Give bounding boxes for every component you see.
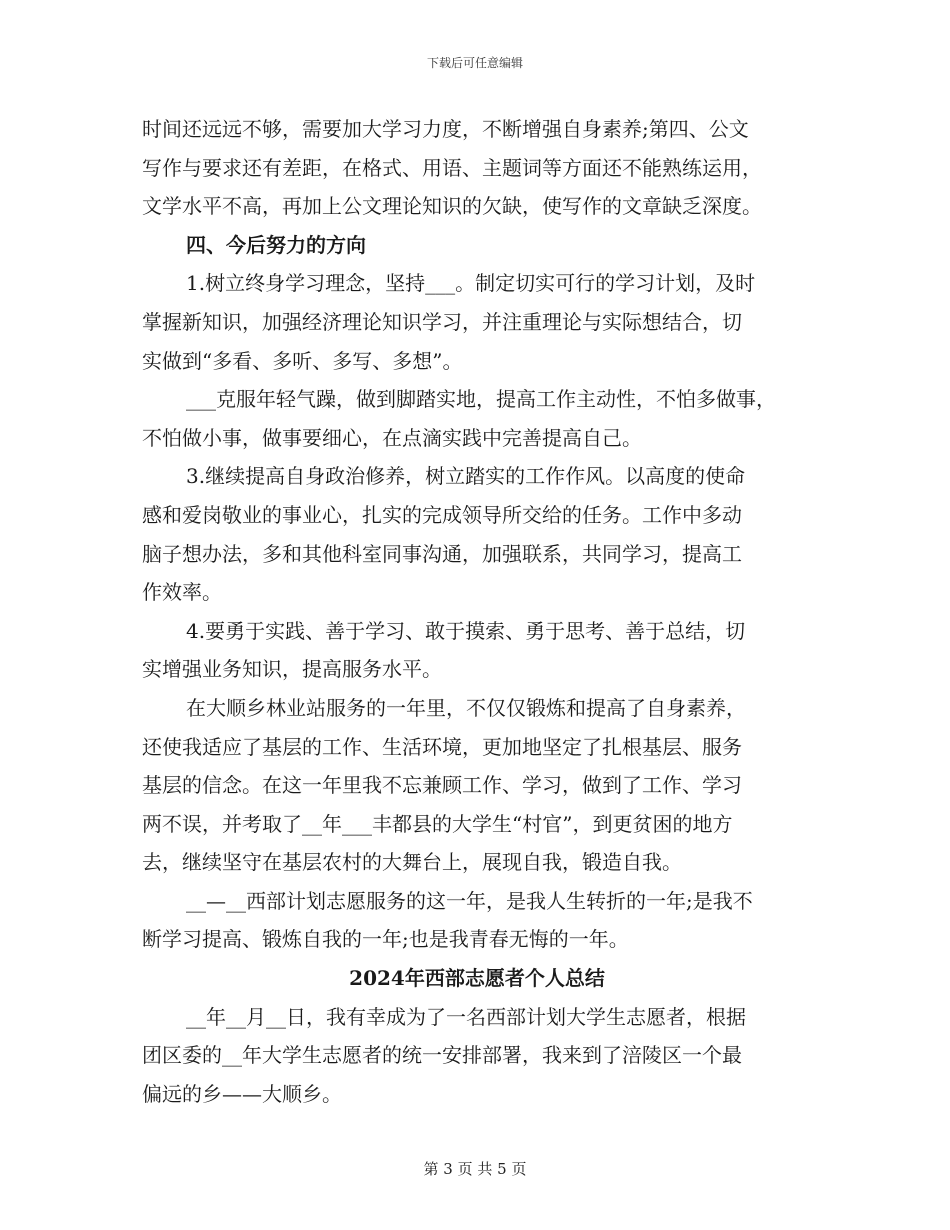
text-line: 基层的信念。在这一年里我不忘兼顾工作、学习，做到了工作、学习 [142,773,742,798]
text-line: 实增强业务知识，提高服务水平。 [142,657,442,682]
text-line: 两不误，并考取了__年___丰都县的大学生“村官”，到更贫困的地方 [142,811,733,836]
text-line: 文学水平不高，再加上公文理论知识的欠缺，使写作的文章缺乏深度。 [142,194,762,219]
text-line: 掌握新知识，加强经济理论知识学习，并注重理论与实际想结合，切 [142,309,742,334]
section-heading: 四、今后努力的方向 [186,232,366,257]
text-line: 断学习提高、锻炼自我的一年;也是我青春无悔的一年。 [142,927,629,952]
text-line: __—__西部计划志愿服务的这一年，是我人生转折的一年;是我不 [186,888,753,913]
text-line: 1.树立终身学习理念，坚持___。制定切实可行的学习计划，及时 [186,271,756,296]
page-footer: 第 3 页 共 5 页 [423,1160,527,1178]
text-line: 团区委的__年大学生志愿者的统一安排部署，我来到了涪陵区一个最 [142,1043,742,1068]
text-line: 去，继续坚守在基层农村的大舞台上，展现自我，锻造自我。 [142,850,682,875]
document-title: 2024年西部志愿者个人总结 [349,966,605,991]
text-line: 时间还远远不够，需要加大学习力度，不断增强自身素养;第四、公文 [142,117,749,141]
text-line: 4.要勇于实践、善于学习、敢于摸索、勇于思考、善于总结，切 [186,618,746,643]
text-line: 作效率。 [142,580,222,605]
text-line: 感和爱岗敬业的事业心，扎实的完成领导所交给的任务。工作中多动 [142,502,742,527]
text-line: 脑子想办法，多和其他科室同事沟通，加强联系，共同学习，提高工 [142,541,742,566]
text-line: 写作与要求还有差距，在格式、用语、主题词等方面还不能熟练运用， [142,155,762,180]
text-line: 还使我适应了基层的工作、生活环境，更加地坚定了扎根基层、服务 [142,734,742,759]
text-line: 3.继续提高自身政治修养，树立踏实的工作作风。以高度的使命 [186,464,746,489]
page-header: 下载后可任意编辑 [426,56,523,70]
text-line: 偏远的乡——大顺乡。 [142,1081,342,1106]
text-line: ___克服年轻气躁，做到脚踏实地，提高工作主动性，不怕多做事， [186,387,776,412]
document-body [142,110,812,1113]
text-line: __年__月__日，我有幸成为了一名西部计划大学生志愿者，根据 [186,1004,746,1029]
text-line: 实做到“多看、多听、多写、多想”。 [142,348,463,373]
text-line: 在大顺乡林业站服务的一年里，不仅仅锻炼和提高了自身素养， [186,695,746,720]
text-line: 不怕做小事，做事要细心，在点滴实践中完善提高自己。 [142,425,642,450]
